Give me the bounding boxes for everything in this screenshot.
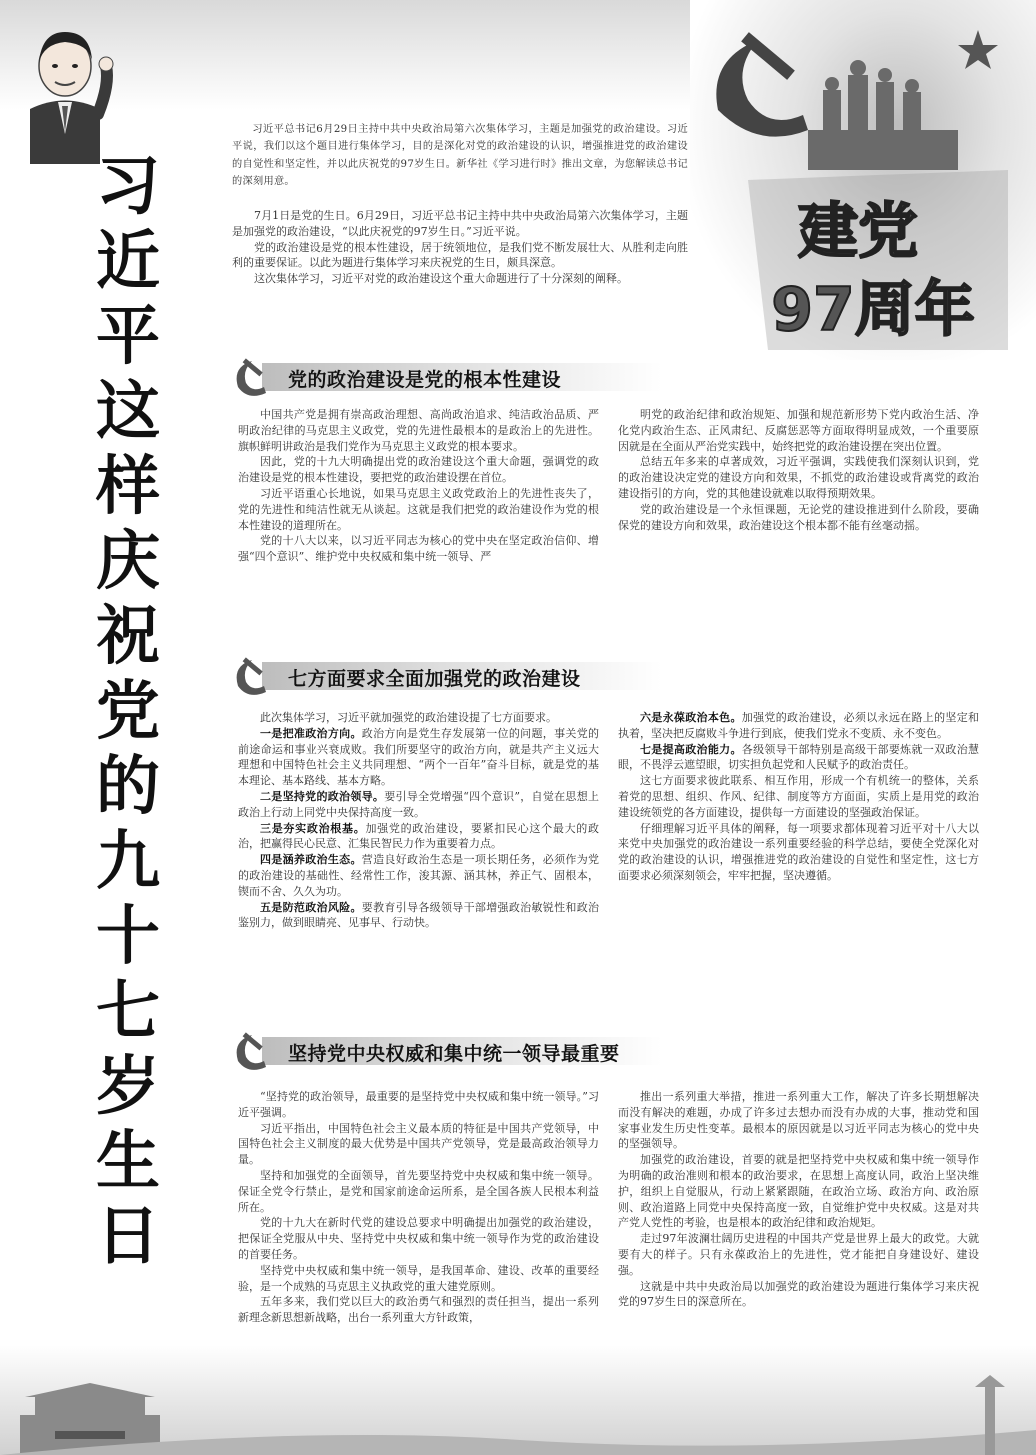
intro-paragraph: 党的政治建设是党的根本性建设，居于统领地位，是我们党不断发展壮大、从胜利走向胜利的重要保证。以此为题进行集体学习来庆祝党的生日，颇具深意。 [232,240,688,270]
section-2-right-column: 六是永葆政治本色。加强党的政治建设，必须以永远在路上的坚定和执着，坚决把反腐败斗争进行到底，使我们党永不变质、永不变色。 七是提高政治能力。各级领导干部特别是高级干部要炼就一双政治慧眼，不畏浮云遮望眼，切实担负起党和人民赋予的政治责任。 这七方面要求彼此联系、相互作用，形成一个有机统一的整体，关系着党的思想、组织、作风、纪律、制度等方方面面，实质上是用党的政治建设统领党的各方面建设，提供每一方面建设的坚强政治保证。 仔细理解习近平具体的阐释，每一项要求都体现着习近平对十八大以来党中央加强党的政治建设一系列重要经验的科学总结，要使全党深化对党的政治建设的认识，增强推进党的政治建设的自觉性和坚定性，这七方面要求必须深刻领会，牢牢把握，坚决遵循。 [618,711,980,882]
page-title: 习 近 平 这 样 庆 祝 党 的 九 十 七 岁 生 日 [96,150,160,1274]
section-heading-3 [232,1031,672,1071]
hammer-sickle-icon [232,357,276,399]
hammer-sickle-icon [232,656,276,698]
section-heading-2 [232,656,672,696]
avatar [10,14,120,164]
section-1-right-column: 明党的政治纪律和政治规矩、加强和规范新形势下党内政治生活、净化党内政治生态、正风肃纪、反腐惩恶等方面取得明显成效，一个重要原因就是在全面从严治党实践中，始终把党的政治建设摆在突出位置。 总结五年多来的卓著成效，习近平强调，实践使我们深刻认识到，党的政治建设决定党的建设方向和效果，不抓党的政治建设或背离党的政治建设指引的方向，党的其他建设就难以取得预期效果。 党的政治建设是一个永恒课题，无论党的建设推进到什么阶段，要确保党的建设方向和效果，政治建设这个根本都不能有丝毫动摇。 [618,408,979,532]
section-title: 坚持党中央权威和集中统一领导最重要 [288,1043,620,1065]
star-icon [958,30,998,69]
footer-landmarks-art [0,1345,1036,1455]
anniversary-emblem [708,20,1028,360]
intro-paragraph: 7月1日是党的生日。6月29日，习近平总书记主持中共中央政治局第六次集体学习，主题是加强党的政治建设，“以此庆祝党的97岁生日。”习近平说。 [232,209,688,238]
statue-icon [808,60,958,170]
section-2-left-column: 此次集体学习，习近平就加强党的政治建设提了七方面要求。 一是把准政治方向。政治方向是党生存发展第一位的问题，事关党的前途命运和事业兴衰成败。我们所要坚守的政治方向，就是共产主义远大理想和中国特色社会主义共同理想、“两个一百年”奋斗目标，就是党的基本理论、基本路线、基本方略。 二是坚持党的政治领导。要引导全党增强“四个意识”，自觉在思想上政治上行动上同党中央保持高度一致。 三是夯实政治根基。加强党的政治建设，要紧扣民心这个最大的政治，把赢得民心民意、汇集民智民力作为重要着力点。 四是涵养政治生态。营造良好政治生态是一项长期任务，必须作为党的政治建设的基础性、经常性工作，浚其源、涵其林，养正气、固根本，锲而不舍、久久为功。 五是防范政治风险。要教育引导各级领导干部增强政治敏锐性和政治鉴别力，做到眼睛亮、见事早、行动快。 [238,711,600,930]
hammer-sickle-icon [232,1031,276,1073]
emblem-line1: 建党 [798,197,918,267]
section-title: 七方面要求全面加强党的政治建设 [288,668,581,690]
emblem-line2: 97周年 [771,275,975,345]
intro-paragraph: 这次集体学习，习近平对党的政治建设这个重大命题进行了十分深刻的阐释。 [254,272,628,286]
hammer-sickle-icon [716,32,808,137]
section-title: 党的政治建设是党的根本性建设 [288,369,562,391]
intro-text [232,208,688,287]
section-1-left-column: 中国共产党是拥有崇高政治理想、高尚政治追求、纯洁政治品质、严明政治纪律的马克思主义政党，党的先进性最根本的是政治上的先进性。旗帜鲜明讲政治是我们党作为马克思主义政党的根本要求。 因此，党的十九大明确提出党的政治建设这个重大命题，强调党的政治建设是党的根本性建设，要把党的政治建设摆在首位。 习近平语重心长地说，如果马克思主义政党政治上的先进性丧失了，党的先进性和纯洁性就无从谈起。这就是我们把党的政治建设作为党的根本性建设的道理所在。 党的十八大以来，以习近平同志为核心的党中央在坚定政治信仰、增强“四个意识”、维护党中央权威和集中统一领导、严 [238,408,599,564]
section-3-right-column: 推出一系列重大举措，推进一系列重大工作，解决了许多长期想解决而没有解决的难题，办成了许多过去想办而没有办成的大事，推动党和国家事业发生历史性变革。最根本的原因就是以习近平同志为核心的党中央的坚强领导。 加强党的政治建设，首要的就是把坚持党中央权威和集中统一领导作为明确的政治准则和根本的政治要求，在思想上高度认同，政治上坚决维护，组织上自觉服从，行动上紧紧跟随，在政治立场、政治方向、政治原则、政治道路上同党中央保持高度一致，自觉维护党中央权威。这是对共产党人党性的考验，也是根本的政治纪律和政治规矩。 走过97年波澜壮阔历史进程的中国共产党是世界上最大的政党。大就要有大的样子。只有永葆政治上的先进性，党才能把自身建设好、建设强。 这就是中共中央政治局以加强党的政治建设为题进行集体学习来庆祝党的97岁生日的深意所在。 [618,1090,979,1309]
section-3-left-column: “坚持党的政治领导，最重要的是坚持党中央权威和集中统一领导。”习近平强调。 习近平指出，中国特色社会主义最本质的特征是中国共产党领导，中国特色社会主义制度的最大优势是中国共产党领导，党是最高政治领导力量。 坚持和加强党的全面领导，首先要坚持党中央权威和集中统一领导。保证全党令行禁止，是党和国家前途命运所系，是全国各族人民根本利益所在。 党的十九大在新时代党的建设总要求中明确提出加强党的政治建设，把保证全党服从中央、坚持党中央权威和集中统一领导作为党的政治建设的首要任务。 坚持党中央权威和集中统一领导，是我国革命、建设、改革的重要经验，是一个成熟的马克思主义执政党的重大建党原则。 五年多来，我们党以巨大的政治勇气和强烈的责任担当，提出一系列新理念新思想新战略，出台一系列重大方针政策， [238,1090,599,1325]
lead-paragraph: 习近平总书记6月29日主持中共中央政治局第六次集体学习，主题是加强党的政治建设。习近平说，我们以这个题目进行集体学习，目的是深化对党的政治建设的认识，增强推进党的政治建设的自觉性和坚定性，并以此庆祝党的97岁生日。新华社《学习进行时》推出文章，为您解读总书记的深刻用意。 [232,124,688,188]
section-heading-1 [232,357,672,397]
